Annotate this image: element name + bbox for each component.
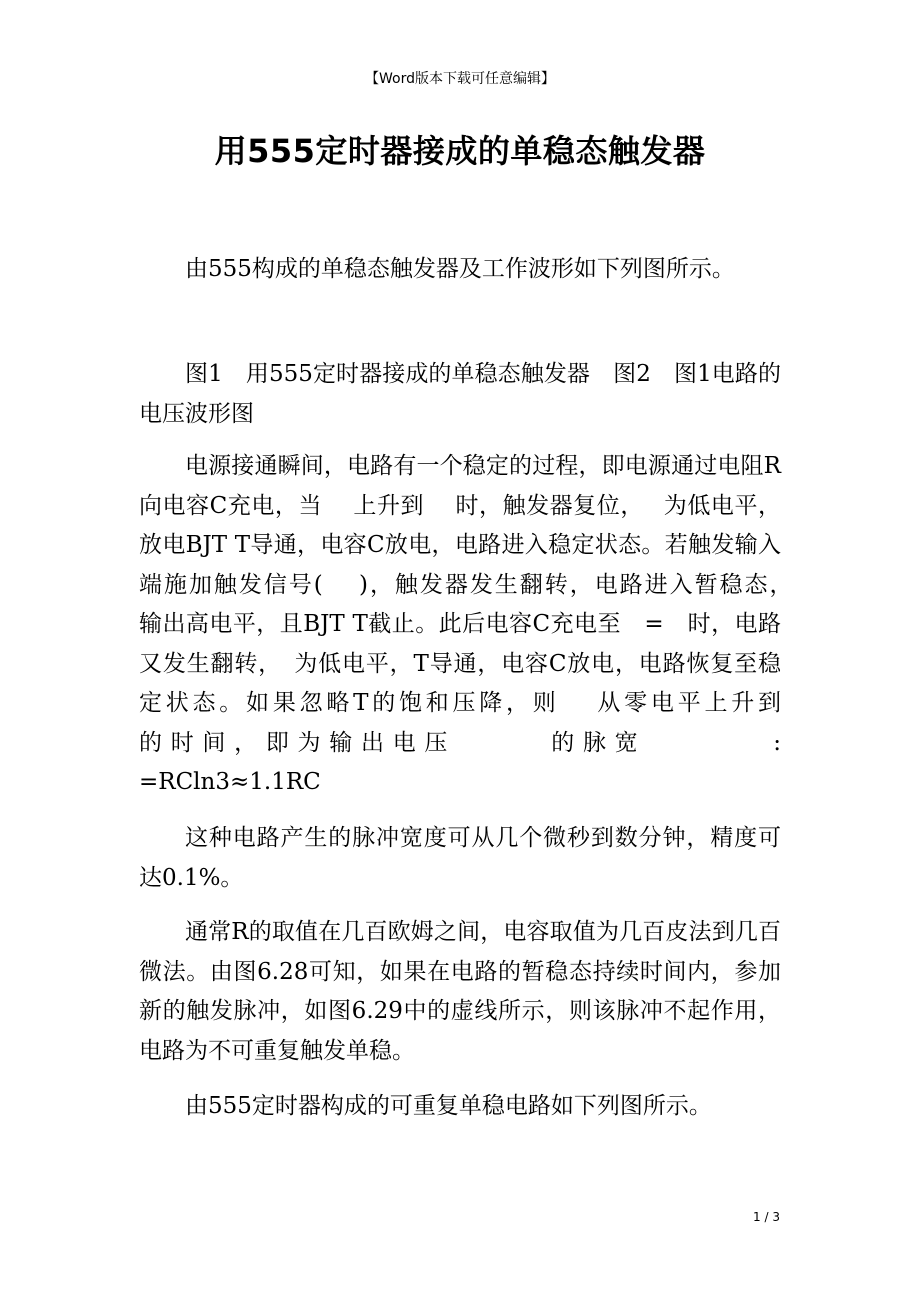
paragraph-pulse-width: 这种电路产生的脉冲宽度可从几个微秒到数分钟，精度可达0.1%。: [139, 825, 781, 891]
paragraph-retriggerable: 由555定时器构成的可重复单稳电路如下列图所示。: [185, 1093, 712, 1119]
header-note: 【Word版本下载可任意编辑】: [365, 71, 555, 87]
page-number: 1 / 3: [753, 1210, 780, 1224]
paragraph-intro: 由555构成的单稳态触发器及工作波形如下列图所示。: [185, 256, 735, 282]
paragraph-figure-caption: 图1 用555定时器接成的单稳态触发器 图2 图1电路的电压波形图: [139, 361, 781, 427]
document-title: 用555定时器接成的单稳态触发器: [214, 132, 706, 170]
paragraph-operation: 电源接通瞬间，电路有一个稳定的过程，即电源通过电阻R向电容C充电，当 上升到 时，触发器复位， 为低电平，放电BJT T导通，电容C放电，电路进入稳定状态。若触发输入端施加触发信号( )，触发器发生翻转，电路进入暂稳态， 输出高电平，且BJT T截止。此后电容C充电至 = 时，电路又发生翻转， 为低电平，T导通，电容C放电，电路恢复至稳定状态。如果忽略T的饱和压降，则 从零电平上升到 的时间，即为输出电压 的脉宽 : =RCln3≈1.1RC: [139, 453, 850, 795]
paragraph-component-values: 通常R的取值在几百欧姆之间，电容取值为几百皮法到几百微法。由图6.28可知，如果在电路的暂稳态持续时间内，参加新的触发脉冲，如图6.29中的虚线所示，则该脉冲不起作用，电路为不可重复触发单稳。: [139, 919, 781, 1064]
